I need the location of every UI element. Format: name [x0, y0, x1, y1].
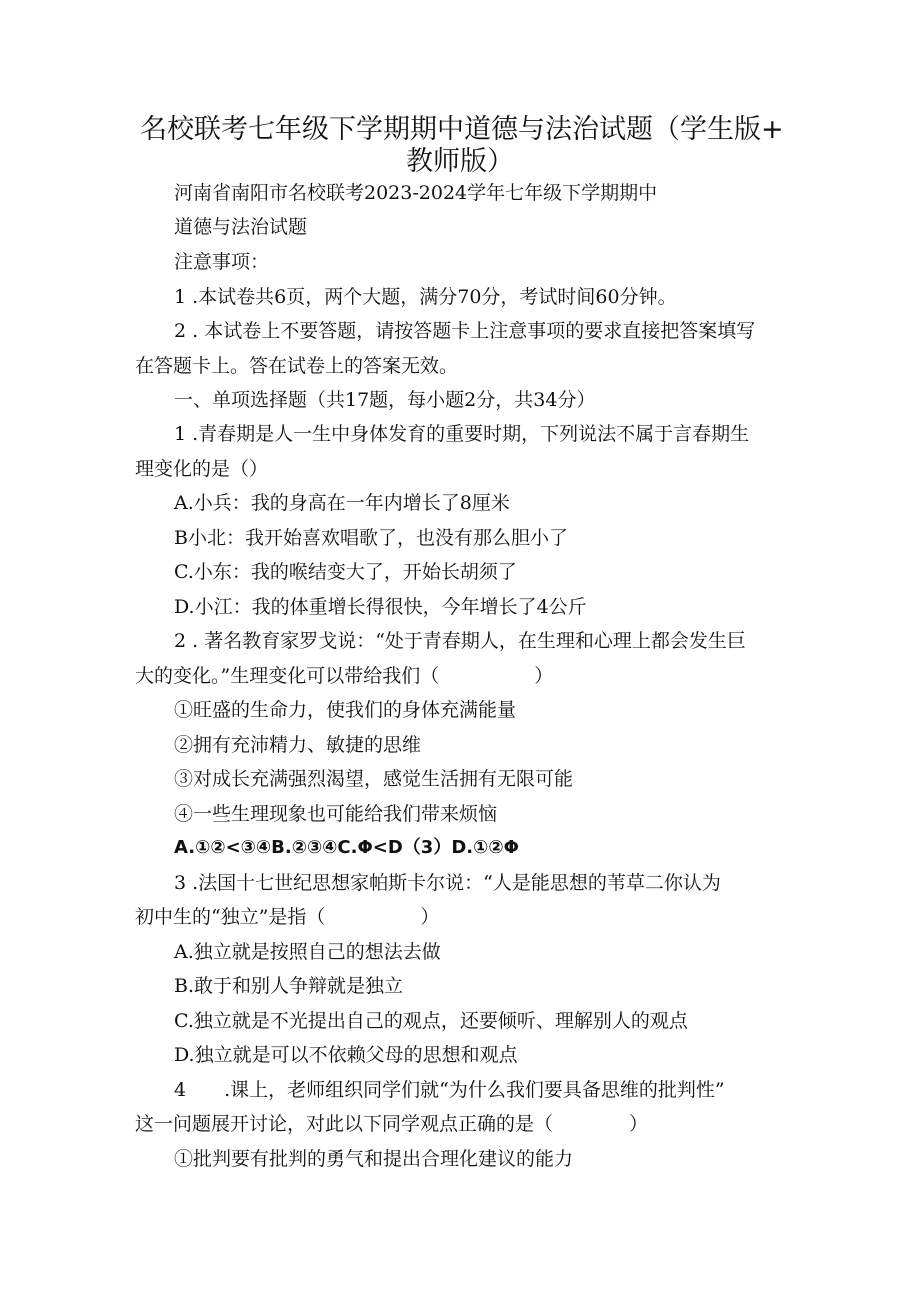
question-2-stem-line-2: 大的变化。”生理变化可以带给我们（ ） [135, 665, 554, 687]
question-2-statement-1: ①旺盛的生命力，使我们的身体充满能量 [174, 699, 517, 721]
question-4-stem-line-2: 这一问题展开讨论，对此以下同学观点正确的是（ ） [135, 1113, 649, 1135]
question-4-statement-1: ①批判要有批判的勇气和提出合理化建议的能力 [174, 1148, 574, 1170]
question-2-statement-3: ③对成长充满强烈渴望，感觉生活拥有无限可能 [174, 768, 574, 790]
exam-header-line-2: 道德与法治试题 [174, 216, 308, 238]
question-4-stem-line-1: 4 .课上，老师组织同学们就“为什么我们要具备思维的批判性” [174, 1079, 725, 1101]
question-1-option-c: C.小东：我的喉结变大了，开始长胡须了 [174, 561, 517, 583]
question-2-stem-line-1: 2 . 著名教育家罗戈说：“处于青春期人，在生理和心理上都会发生巨 [174, 630, 746, 652]
section-heading: 一、单项选择题（共17题，每小题2分，共34分） [174, 389, 596, 411]
question-2-statement-4: ④一些生理现象也可能给我们带来烦恼 [174, 803, 498, 825]
question-3-option-b: B.敢于和别人争辩就是独立 [174, 975, 404, 997]
notice-item-2-line-1: 2 . 本试卷上不要答题，请按答题卡上注意事项的要求直接把答案填写 [174, 320, 756, 342]
question-2-options: A.①②<③④B.②③④C.Φ<D（3）D.①②Φ [174, 837, 519, 858]
question-1-option-d: D.小江：我的体重增长得很快，今年增长了4公斤 [174, 596, 587, 618]
exam-header-line-1: 河南省南阳市名校联考2023-2024学年七年级下学期期中 [174, 182, 658, 204]
question-3-option-c: C.独立就是不光提出自己的观点，还要倾听、理解别人的观点 [174, 1010, 688, 1032]
question-3-stem-line-1: 3 .法国十七世纪思想家帕斯卡尔说：“人是能思想的苇草二你认为 [174, 872, 721, 894]
notice-item-2-line-2: 在答题卡上。答在试卷上的答案无效。 [135, 355, 459, 377]
question-1-stem-line-1: 1 .青春期是人一生中身体发育的重要时期，下列说法不属于言春期生 [174, 423, 750, 445]
notice-heading: 注意事项： [174, 251, 270, 273]
question-3-stem-line-2: 初中生的“独立”是指（ ） [135, 906, 440, 928]
question-3-option-d: D.独立就是可以不依赖父母的思想和观点 [174, 1044, 518, 1066]
question-3-option-a: A.独立就是按照自己的想法去做 [174, 941, 441, 963]
document-title-line-1: 名校联考七年级下学期期中道德与法治试题（学生版+ [140, 114, 784, 145]
notice-item-1: 1 .本试卷共6页，两个大题，满分70分，考试时间60分钟。 [174, 286, 677, 308]
question-1-option-b: B小北：我开始喜欢唱歌了，也没有那么胆小了 [174, 527, 568, 549]
question-2-statement-2: ②拥有充沛精力、敏捷的思维 [174, 734, 422, 756]
document-title-line-2: 教师版） [406, 146, 514, 177]
question-1-option-a: A.小兵：我的身高在一年内增长了8厘米 [174, 492, 510, 514]
question-1-stem-line-2: 理变化的是（） [135, 458, 269, 480]
